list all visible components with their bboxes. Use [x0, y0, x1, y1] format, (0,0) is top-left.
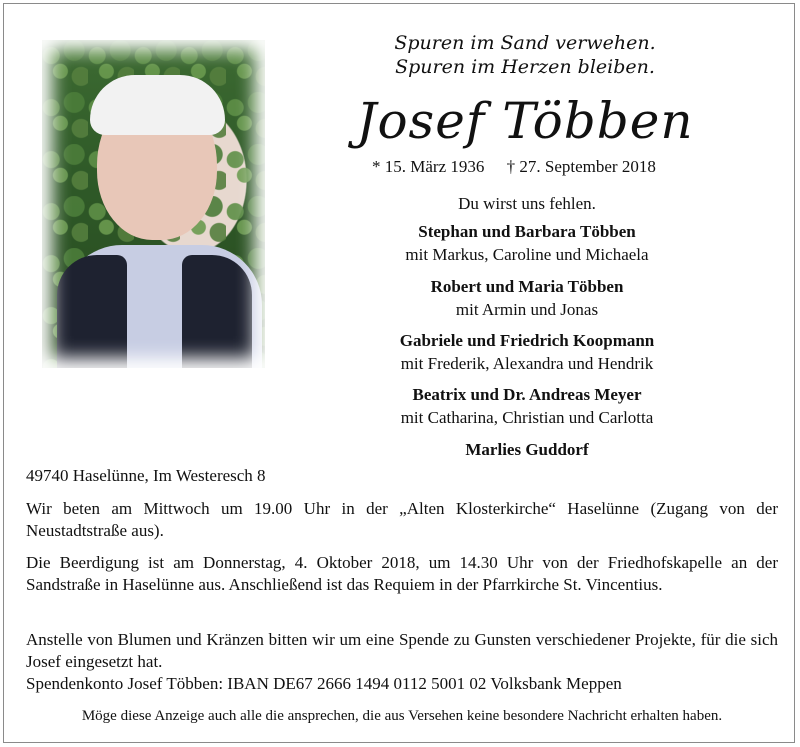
family-names-5: Marlies Guddorf — [465, 440, 589, 459]
funeral-paragraph: Die Beerdigung ist am Donnerstag, 4. Oktober 2018, um 14.30 Uhr von der Friedhofskapelle an der Sandstraße in Haselünne aus. Anschließend ist das Requiem in der Pfarrkirche St. Vincentius. — [26, 553, 778, 594]
donation-paragraph — [26, 629, 778, 695]
family-names-4: Beatrix und Dr. Andreas Meyer — [412, 385, 642, 404]
motto-line-1: Spuren im Sand verwehen. — [394, 32, 656, 54]
motto-line-2: Spuren im Herzen bleiben. — [395, 56, 655, 78]
life-dates — [372, 157, 656, 177]
family-with-1: mit Markus, Caroline und Michaela — [405, 245, 649, 264]
family-with-3: mit Frederik, Alexandra und Hendrik — [400, 354, 654, 373]
family-names-3: Gabriele und Friedrich Koopmann — [399, 331, 655, 350]
birth-date: * 15. März 1936 — [372, 157, 485, 176]
death-date: † 27. September 2018 — [506, 157, 656, 176]
family-with-4: mit Catharina, Christian und Carlotta — [400, 408, 654, 427]
prayer-paragraph: Wir beten am Mittwoch um 19.00 Uhr in der „Alten Klosterkirche“ Haselünne (Zugang von der Neustadtstraße aus). — [26, 499, 778, 540]
portrait-photo — [42, 40, 265, 368]
family-with-2: mit Armin und Jonas — [455, 300, 599, 319]
address: 49740 Haselünne, Im Westeresch 8 — [26, 466, 266, 485]
farewell-text: Du wirst uns fehlen. — [458, 194, 596, 213]
footer-note: Möge diese Anzeige auch alle die ansprechen, die aus Versehen keine besondere Nachricht erhalten haben. — [81, 708, 723, 724]
family-names-1: Stephan und Barbara Többen — [418, 222, 636, 241]
bank-account: Spendenkonto Josef Többen: IBAN DE67 2666 1494 0112 5001 02 Volksbank Meppen — [26, 674, 622, 693]
deceased-name: Josef Többen — [356, 92, 694, 150]
donation-text: Anstelle von Blumen und Kränzen bitten wir um eine Spende zu Gunsten verschiedener Projekte, für die sich Josef eingesetzt hat. — [26, 630, 778, 671]
family-names-2: Robert und Maria Többen — [430, 277, 624, 296]
